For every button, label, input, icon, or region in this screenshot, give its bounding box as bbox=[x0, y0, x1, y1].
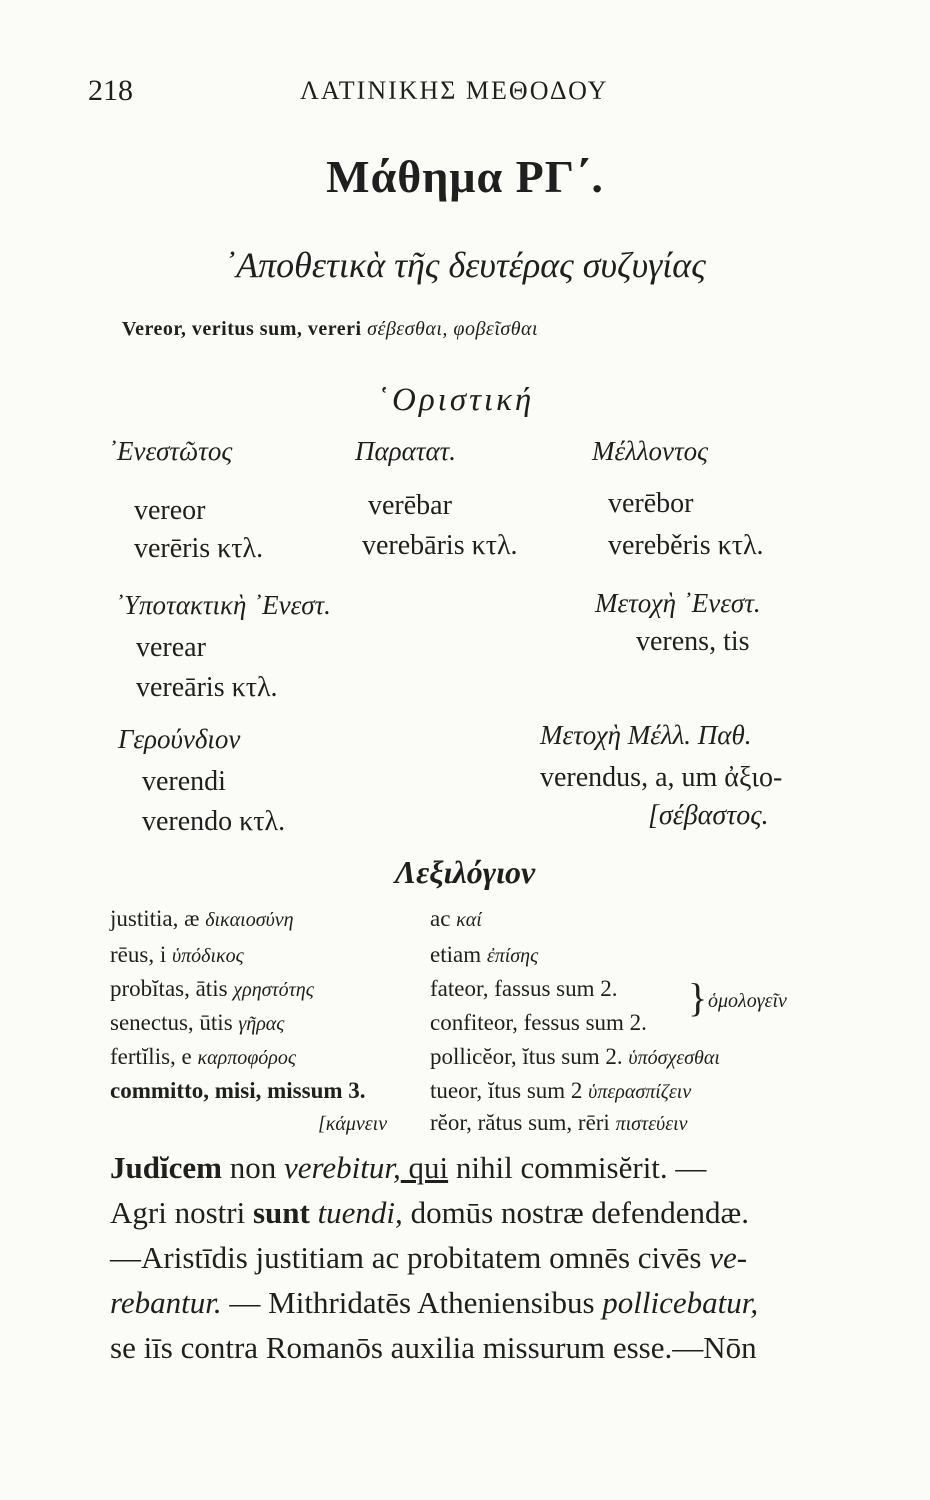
glossary-right-entry: pollicĕor, ĭtus sum 2. ὑπόσχεσθαι bbox=[430, 1044, 720, 1069]
mood-heading: ῾Οριστική bbox=[378, 382, 535, 418]
participle-present-form: verens, tis bbox=[636, 626, 750, 657]
glossary-left-entry: [κάμνειν bbox=[318, 1113, 388, 1135]
present-form-2: verēris κτλ. bbox=[134, 533, 264, 564]
glossary-right-entry: ac καί bbox=[430, 906, 482, 931]
subjunctive-heading: ᾿Υποτακτικὴ ᾿Ενεστ. bbox=[115, 590, 331, 620]
glossary-right-entry: etiam ἐπίσης bbox=[430, 942, 539, 967]
lesson-title: Μάθημα ΡΓ΄. bbox=[326, 151, 604, 202]
glossary-left-entry: senectus, ūtis γῆρας bbox=[110, 1010, 285, 1035]
future-form-2: vereběris κτλ. bbox=[608, 530, 764, 561]
present-form-1: vereor bbox=[134, 495, 206, 526]
fateor-gloss: ὁμολογεῖν bbox=[708, 990, 787, 1012]
present-heading: ᾿Ενεστῶτος bbox=[108, 436, 233, 466]
principal-parts-line bbox=[122, 318, 538, 341]
gerund-heading: Γερούνδιον bbox=[118, 724, 241, 754]
brace-glyph: } bbox=[688, 975, 708, 1020]
lesson-subtitle: ᾿Αποθετικὰ τῆς δευτέρας συζυγίας bbox=[224, 245, 706, 285]
glossary-left-entry: justitia, æ δικαιοσύνη bbox=[110, 906, 294, 931]
glossary-right-entry: tueor, ĭtus sum 2 ὑπερασπίζειν bbox=[430, 1078, 692, 1103]
participle-future-passive-form-2: [σέβαστος. bbox=[648, 800, 769, 831]
future-heading: Μέλλοντος bbox=[592, 436, 709, 466]
participle-future-passive-heading: Μετοχὴ Μέλλ. Παθ. bbox=[540, 720, 752, 750]
principal-parts-latin: Vereor, veritus sum, vereri bbox=[122, 318, 362, 340]
glossary-right-entry: rĕor, rătus sum, rēri πιστεύειν bbox=[430, 1110, 688, 1135]
glossary-right-entry: fateor, fassus sum 2. bbox=[430, 976, 618, 1001]
page-number: 218 bbox=[88, 74, 133, 107]
gerund-form-1: verendi bbox=[142, 766, 226, 797]
imperfect-heading: Παρατατ. bbox=[355, 436, 457, 466]
participle-future-passive-form-1: verendus, a, um ἀξιο- bbox=[540, 762, 783, 793]
glossary-left-entry: rēus, i ὑπόδικος bbox=[110, 942, 244, 967]
running-title: ΛΑΤΙΝΙΚΗΣ ΜΕΘΟΔΟΥ bbox=[300, 76, 609, 105]
reading-line: Judĭcem non verebitur, qui nihil commisĕrit. — bbox=[110, 1150, 707, 1185]
glossary-left-entry: committo, misi, missum 3. bbox=[110, 1078, 366, 1103]
reading-line: se iīs contra Romanōs auxilia missurum esse.—Nōn bbox=[110, 1330, 757, 1365]
gerund-form-2: verendo κτλ. bbox=[142, 806, 286, 837]
reading-paragraph bbox=[110, 1145, 870, 1370]
participle-present-heading: Μετοχὴ ᾿Ενεστ. bbox=[595, 588, 761, 618]
subjunctive-form-1: verear bbox=[136, 632, 206, 663]
glossary-title: Λεξιλόγιον bbox=[394, 854, 536, 890]
imperfect-form-1: verēbar bbox=[368, 490, 452, 521]
principal-parts-greek: σέβεσθαι, φοβεῖσθαι bbox=[367, 318, 539, 340]
reading-line: rebantur. — Mithridatēs Atheniensibus pollicebatur, bbox=[110, 1285, 759, 1320]
subjunctive-form-2: vereāris κτλ. bbox=[136, 672, 278, 703]
glossary-left-entry: probĭtas, ātis χρηστότης bbox=[110, 976, 314, 1001]
glossary-left-entry: fertĭlis, e καρποφόρος bbox=[110, 1044, 296, 1069]
reading-line: Agri nostri sunt tuendi, domūs nostræ defendendæ. bbox=[110, 1195, 749, 1230]
reading-line: —Aristīdis justitiam ac probitatem omnēs civēs ve- bbox=[110, 1240, 748, 1275]
glossary-right-entry: confiteor, fessus sum 2. bbox=[430, 1010, 647, 1035]
future-form-1: verēbor bbox=[608, 488, 694, 519]
imperfect-form-2: verebāris κτλ. bbox=[362, 530, 518, 561]
